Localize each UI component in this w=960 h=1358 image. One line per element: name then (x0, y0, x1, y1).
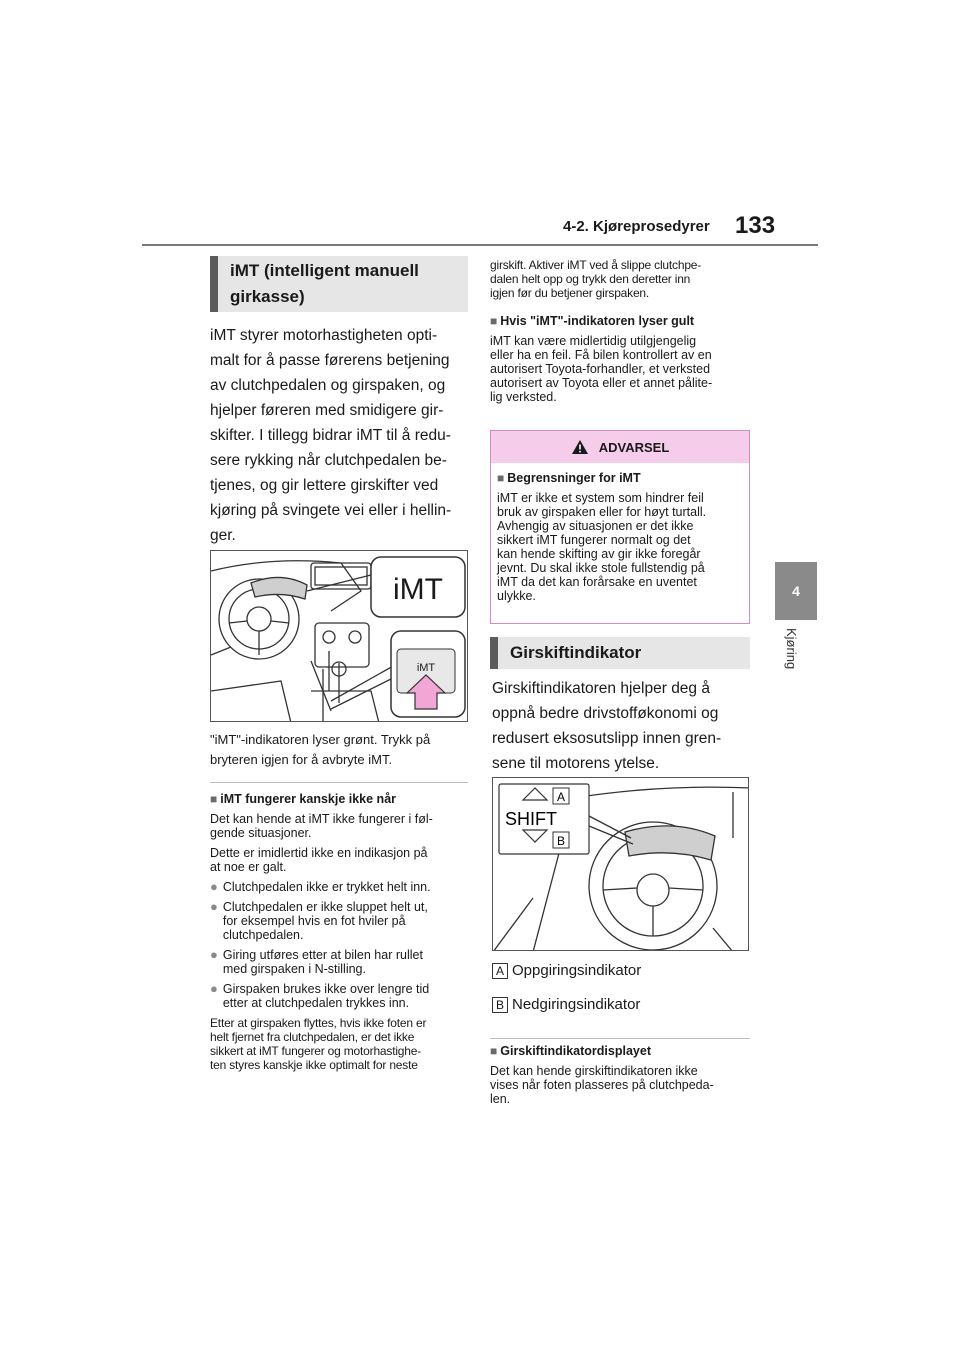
imt-intro (210, 323, 472, 573)
yellow-indicator-section (490, 314, 752, 404)
legend-tag-b: B (492, 997, 508, 1013)
square-bullet-icon: ■ (210, 792, 218, 806)
para-line: autorisert Toyota-forhandler, et verksted (490, 362, 711, 376)
imt-button-label: iMT (416, 662, 436, 674)
legend-text: Nedgiringsindikator (512, 996, 641, 1013)
bullet-dot-icon: ● (210, 879, 218, 894)
page-number: 133 (735, 212, 776, 239)
tail-line: helt fjernet fra clutchpedalen, er det ikke (210, 1030, 415, 1044)
shift-indicator-figure (492, 777, 749, 951)
intro-line: kjøring på svingete vei eller i hellin- (210, 502, 452, 519)
warning-header (491, 431, 749, 463)
intro-line: Girskiftindikatoren hjelper deg å (492, 680, 710, 697)
para-line: len. (490, 1092, 511, 1106)
legend-tag-a: A (492, 963, 508, 979)
sub-heading (497, 471, 743, 485)
bullet-line: Giring utføres etter at bilen har rullet (222, 948, 423, 962)
paragraph (210, 846, 472, 874)
caption-line: "iMT"-indikatoren lyser grønt. Trykk på (210, 732, 431, 747)
intro-line: tjenes, og gir lettere girskifter ved (210, 477, 439, 494)
figure1-caption (210, 730, 472, 770)
bullet-line: for eksempel hvis en fot hviler på (222, 914, 406, 928)
shift-indicator-intro (492, 676, 754, 776)
chapter-label: Kjøring (784, 628, 799, 670)
warning-triangle-icon (571, 439, 589, 455)
intro-line: redusert eksosutslipp innen gren- (492, 730, 722, 747)
cont-line: girskift. Aktiver iMT ved å slippe clutchpe- (490, 258, 702, 272)
imt-heading-line1: iMT (intelligent manuell (230, 261, 419, 280)
shift-indicator-heading (490, 637, 750, 669)
paragraph (210, 812, 472, 840)
warning-line: bruk av girspaken eller for høyt turtall. (497, 505, 707, 519)
cont-line: dalen helt opp og trykk den deretter inn (490, 272, 691, 286)
warning-line: iMT da det kan forårsake en uventet (497, 575, 697, 589)
intro-line: iMT styrer motorhastigheten opti- (210, 327, 438, 344)
bullet-line: Clutchpedalen er ikke sluppet helt ut, (222, 900, 428, 914)
intro-line: hjelper føreren med smidigere gir- (210, 402, 444, 419)
warning-box (490, 430, 750, 624)
warning-line: sikkert iMT fungerer normalt og det (497, 533, 691, 547)
para-line: at noe er galt. (210, 860, 287, 874)
para-line: Det kan hende girskiftindikatoren ikke (490, 1064, 698, 1078)
tail-line: sikkert at iMT fungerer og motorhastighe- (210, 1044, 422, 1058)
dashboard-illustration (211, 551, 468, 722)
intro-line: av clutchpedalen og girspaken, og (210, 377, 446, 394)
imt-switch-figure (210, 550, 468, 722)
bullet-dot-icon: ● (210, 947, 218, 962)
cont-line: igjen før du betjener girspaken. (490, 286, 650, 300)
warning-text (497, 491, 743, 603)
tail-line: Etter at girspaken flyttes, hvis ikke foten er (210, 1016, 427, 1030)
intro-line: skifter. I tillegg bidrar iMT til å redu- (210, 427, 451, 444)
tag-a-label: A (556, 790, 566, 804)
tag-b-label: B (556, 834, 566, 848)
bullet-dot-icon: ● (210, 899, 218, 914)
list-item (210, 880, 472, 894)
section-divider (490, 1038, 750, 1039)
square-bullet-icon: ■ (490, 1044, 498, 1058)
paragraph (490, 334, 752, 404)
chapter-tab: 4 (775, 562, 817, 620)
bullet-line: Girspaken brukes ikke over lengre tid (222, 982, 430, 996)
para-line: Det kan hende at iMT ikke fungerer i føl- (210, 812, 433, 826)
sub-heading-text: Girskiftindikatordisplayet (500, 1044, 651, 1058)
warning-line: ulykke. (497, 589, 536, 603)
shift-display-section (490, 1044, 752, 1106)
square-bullet-icon: ■ (497, 471, 505, 485)
warning-line: kan hende skifting av gir ikke foregår (497, 547, 701, 561)
intro-line: sene til motorens ytelse. (492, 755, 660, 772)
para-line: eller ha en feil. Få bilen kontrollert av en (490, 348, 712, 362)
para-line: vises når foten plasseres på clutchpeda- (490, 1078, 714, 1092)
warning-line: iMT er ikke et system som hindrer feil (497, 491, 704, 505)
sub-heading (210, 792, 472, 806)
intro-line: ger. (210, 527, 236, 544)
para-line: gende situasjoner. (210, 826, 312, 840)
bullet-line: Clutchpedalen ikke er trykket helt inn. (222, 880, 431, 894)
section-title: 4-2. Kjøreprosedyrer (563, 218, 710, 235)
tail-line: ten styres kanskje ikke optimalt for neste (210, 1058, 418, 1072)
warning-line: jevnt. Du skal ikke stole fullstendig på (497, 561, 705, 575)
imt-heading (210, 256, 468, 312)
bullet-line: etter at clutchpedalen trykkes inn. (222, 996, 410, 1010)
intro-line: oppnå bedre drivstofføkonomi og (492, 705, 719, 722)
sub-heading (490, 314, 752, 328)
legend-downshift (492, 996, 640, 1013)
imt-heading-line2: girkasse) (230, 287, 305, 306)
list-item (210, 900, 472, 942)
square-bullet-icon: ■ (490, 314, 498, 328)
shift-label: SHIFT (505, 809, 557, 829)
sub-heading (490, 1044, 752, 1058)
heading-text: Girskiftindikator (510, 643, 642, 662)
bullet-line: med girspaken i N-stilling. (222, 962, 366, 976)
warning-body (491, 463, 749, 603)
section-divider (210, 782, 468, 783)
legend-upshift (492, 962, 641, 979)
header-rule (142, 244, 818, 246)
para-line: iMT kan være midlertidig utilgjengelig (490, 334, 697, 348)
sub-heading-text: iMT fungerer kanskje ikke når (220, 792, 397, 806)
warning-line: Avhengig av situasjonen er det ikke (497, 519, 694, 533)
para-line: lig verksted. (490, 390, 557, 404)
imt-may-not-work (210, 792, 472, 1072)
warning-title: ADVARSEL (598, 439, 670, 455)
intro-line: sere rykking når clutchpedalen be- (210, 452, 447, 469)
bullet-line: clutchpedalen. (222, 928, 304, 942)
tail-paragraph (210, 1016, 472, 1072)
sub-heading-text: Begrensninger for iMT (507, 471, 641, 485)
caption-line: bryteren igjen for å avbryte iMT. (210, 752, 393, 767)
steering-illustration (493, 778, 749, 951)
para-line: autorisert av Toyota eller et annet pålite- (490, 376, 713, 390)
paragraph (490, 1064, 752, 1106)
bullet-dot-icon: ● (210, 981, 218, 996)
sub-heading-text: Hvis "iMT"-indikatoren lyser gult (500, 314, 695, 328)
list-item (210, 948, 472, 976)
legend-text: Oppgiringsindikator (512, 962, 642, 979)
imt-big-label: iMT (393, 573, 443, 606)
continued-paragraph (490, 258, 752, 300)
intro-line: malt for å passe førerens betjening (210, 352, 450, 369)
para-line: Dette er imidlertid ikke en indikasjon på (210, 846, 428, 860)
list-item (210, 982, 472, 1010)
